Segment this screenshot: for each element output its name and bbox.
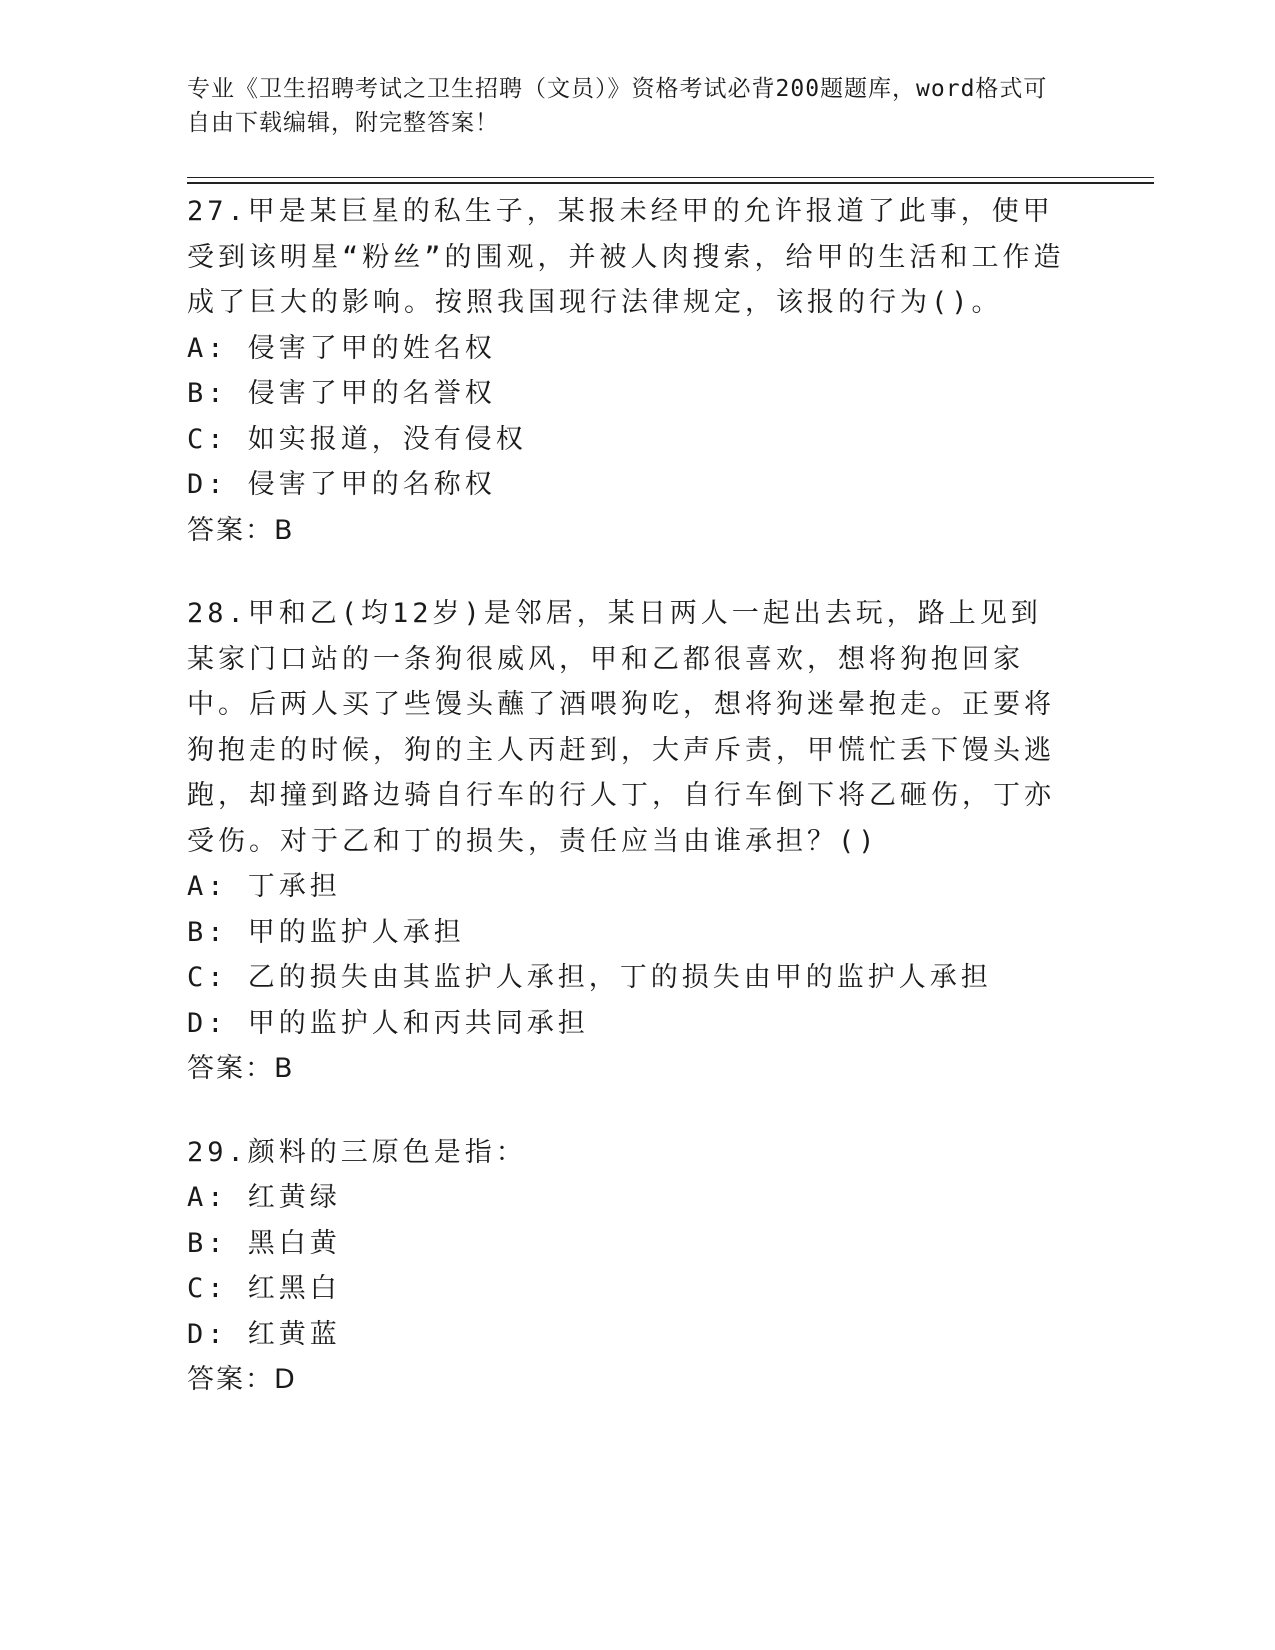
answer-line: 答案：B [187, 514, 295, 546]
option-a: A: 侵害了甲的姓名权 [187, 332, 496, 364]
option-a: A: 丁承担 [187, 871, 341, 902]
option-d: D: 红黄蓝 [187, 1318, 341, 1350]
option-b: B: 甲的监护人承担 [187, 916, 465, 948]
answer-line: 答案：D [187, 1364, 297, 1395]
document-header: 专业《卫生招聘考试之卫生招聘（文员）》资格考试必背200题题库，word格式可自由下载编辑，附完整答案！ [187, 76, 1048, 136]
option-d: D: 甲的监护人和丙共同承担 [187, 1007, 589, 1039]
question-list [187, 189, 1087, 1441]
header-rule-thick [187, 182, 1154, 184]
option-a: A: 红黄绿 [187, 1182, 341, 1213]
option-b: B: 侵害了甲的名誉权 [187, 378, 496, 409]
option-d: D: 侵害了甲的名称权 [187, 469, 496, 500]
option-b: B: 黑白黄 [187, 1227, 341, 1259]
option-c: C: 如实报道，没有侵权 [187, 423, 527, 455]
question-stem: 27.甲是某巨星的私生子，某报未经甲的允许报道了此事，使甲受到该明星“粉丝”的围观，并被人肉搜索，给甲的生活和工作造成了巨大的影响。按照我国现行法律规定，该报的行为()。 [187, 196, 1065, 318]
header-rule-thin [187, 177, 1154, 178]
option-c: C: 乙的损失由其监护人承担，丁的损失由甲的监护人承担 [187, 962, 992, 993]
question-stem: 28.甲和乙(均12岁)是邻居，某日两人一起出去玩，路上见到某家门口站的一条狗很威风，甲和乙都很喜欢，想将狗抱回家中。后两人买了些馒头蘸了酒喂狗吃，想将狗迷晕抱走。正要将狗抱走的时候，狗的主人丙赶到，大声斥责，甲慌忙丢下馒头逃跑，却撞到路边骑自行车的行人丁，自行车倒下将乙砸伤，丁亦受伤。对于乙和丁的损失，责任应当由谁承担？() [187, 598, 1055, 857]
option-c: C: 红黑白 [187, 1273, 341, 1304]
question-27 [187, 189, 1087, 553]
question-28 [187, 591, 1087, 1092]
question-stem: 29.颜料的三原色是指： [187, 1136, 527, 1168]
answer-line: 答案：B [187, 1053, 295, 1084]
question-29 [187, 1130, 1087, 1403]
